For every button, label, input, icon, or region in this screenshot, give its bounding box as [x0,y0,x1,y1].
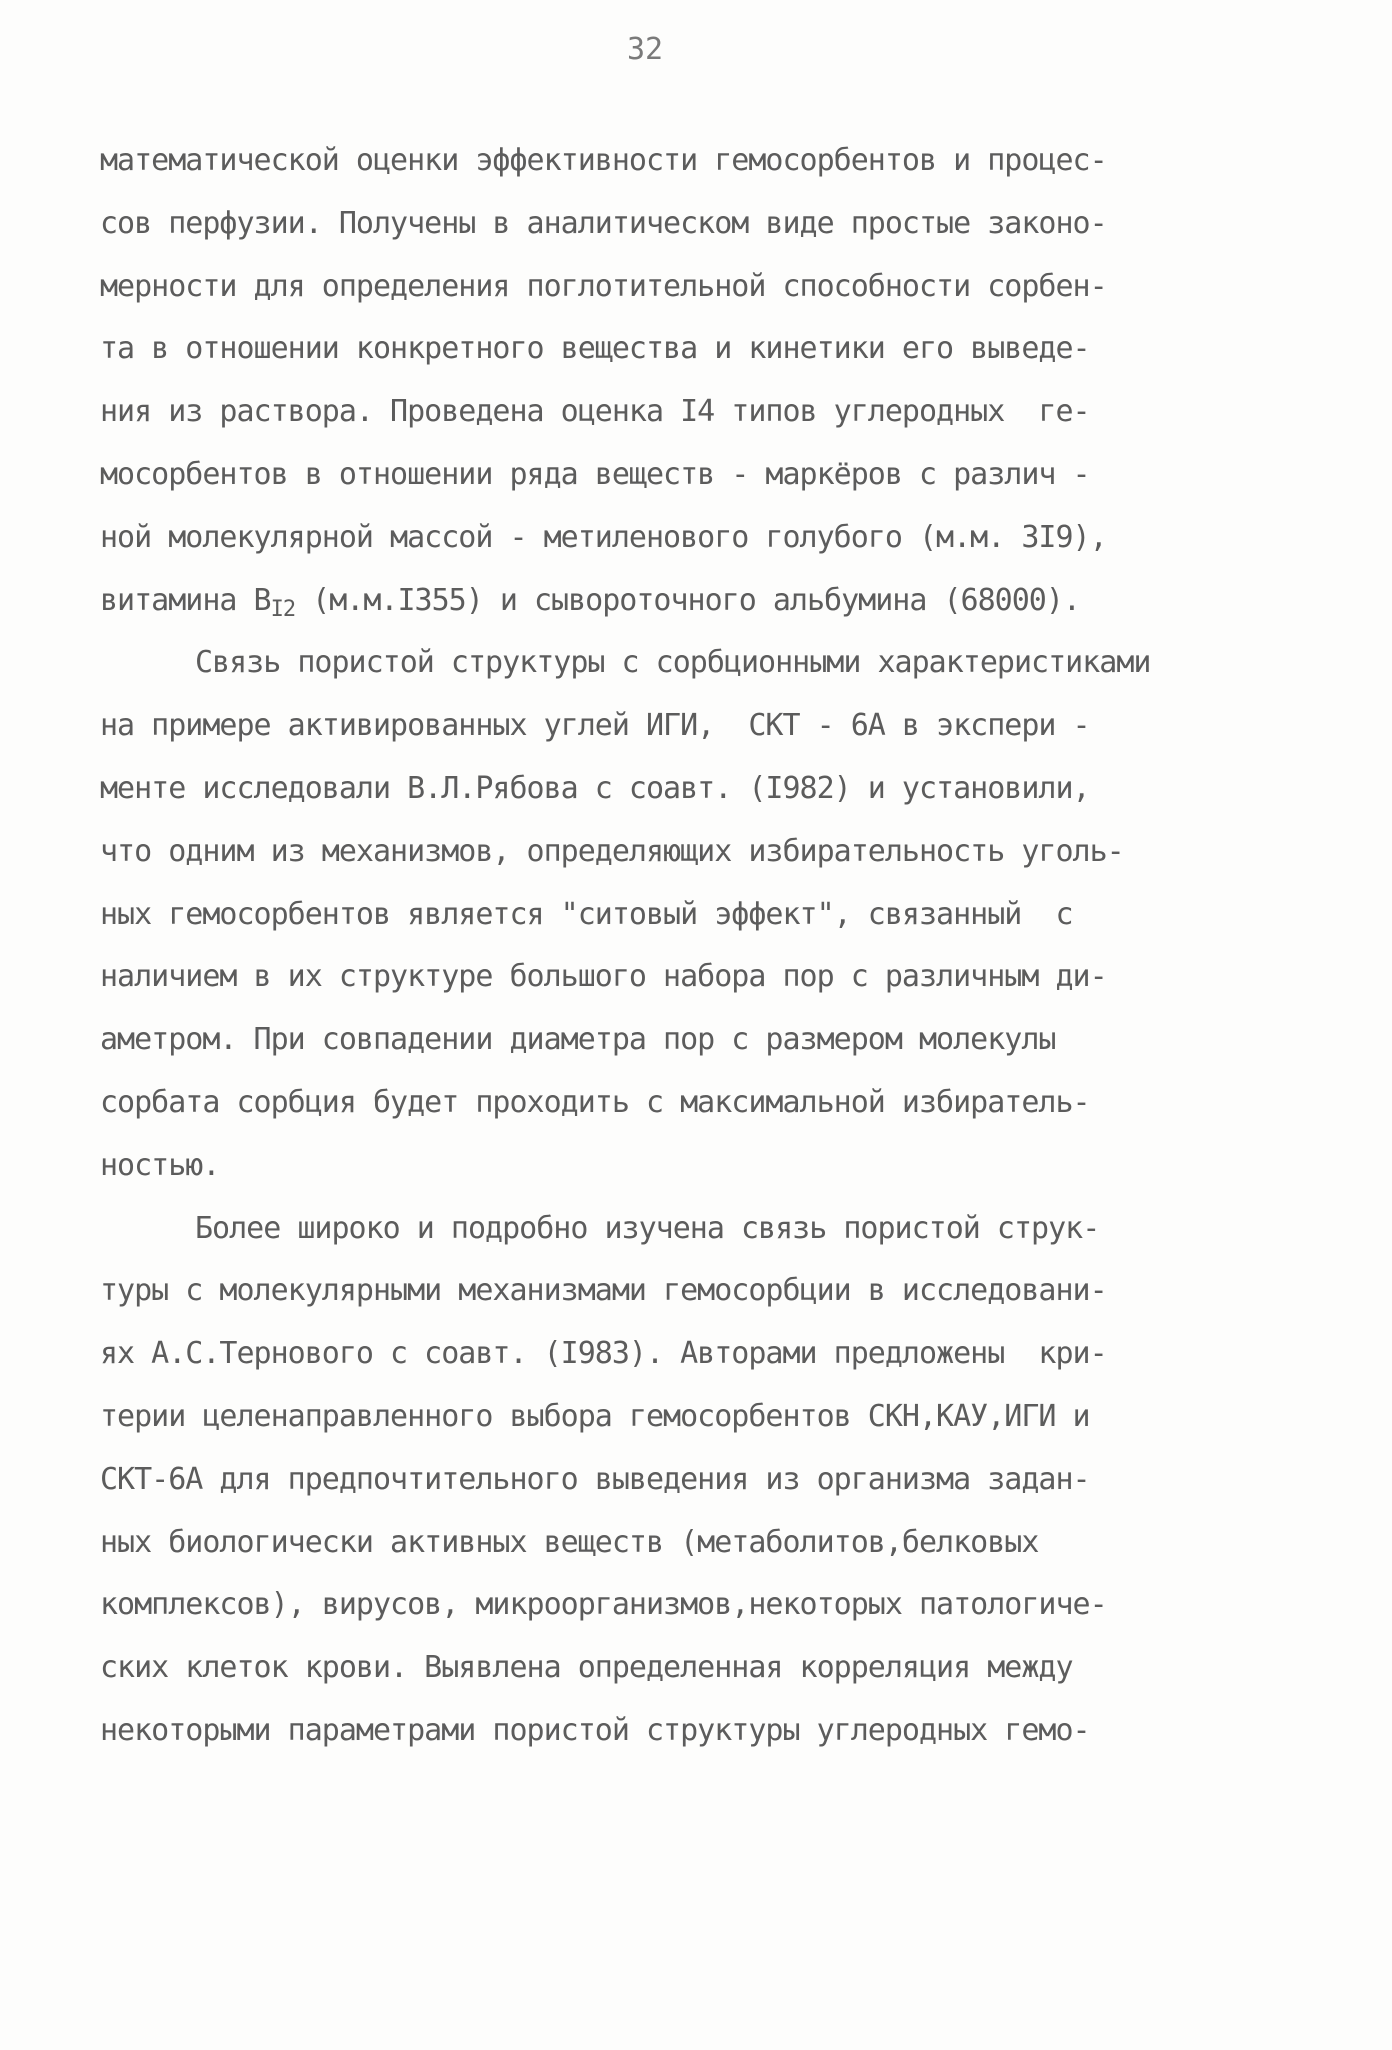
text-line: некоторыми параметрами пористой структуры углеродных гемо- [100,1712,1090,1748]
text-line: мерности для определения поглотительной способности сорбен- [100,268,1107,304]
text-line: наличием в их структуре большого набора пор с различным ди- [100,959,1107,995]
text-line: ной молекулярной массой - метиленового голубого (м.м. 3I9), [100,519,1107,555]
text-line: витамина $B_{I2}$ (м.м.I355) и сывороточного альбумина (68000). [100,582,1080,622]
text-line: ях А.С.Тернового с соавт. (I983). Авторами предложены кри- [100,1336,1107,1372]
text-line: ностью. [100,1147,220,1183]
text-line: менте исследовали В.Л.Рябова с соавт. (I982) и установили, [100,770,1090,806]
text-line: аметром. При совпадении диаметра пор с размером молекулы [100,1022,1056,1058]
text-line: Более широко и подробно изучена связь пористой струк- [195,1210,1100,1246]
text-line: мосорбентов в отношении ряда веществ - маркёров с различ - [100,456,1090,492]
text-line: терии целенаправленного выбора гемосорбентов СКН,КАУ,ИГИ и [100,1398,1090,1434]
text-line: та в отношении конкретного вещества и кинетики его выведе- [100,331,1090,367]
text-line: ных биологически активных веществ (метаболитов,белковых [100,1524,1039,1560]
text-line: ния из раствора. Проведена оценка I4 типов углеродных ге- [100,394,1090,430]
text-line: что одним из механизмов, определяющих избирательность уголь- [100,833,1124,869]
page-number: 32 [626,32,664,67]
subscript: I2 [270,596,296,622]
text-line: сов перфузии. Получены в аналитическом виде простые законо- [100,205,1107,241]
text-line: ских клеток крови. Выявлена определенная корреляция между [100,1650,1073,1686]
text-line: на примере активированных углей ИГИ, СКТ - 6А в экспери - [100,708,1090,744]
text-line: математической оценки эффективности гемосорбентов и процес- [100,143,1107,178]
body-text [100,130,1300,1763]
text-line: СКТ-6А для предпочтительного выведения из организма задан- [100,1461,1090,1497]
text-line: ных гемосорбентов является "ситовый эффект", связанный с [100,896,1073,932]
text-line: комплексов), вирусов, микроорганизмов,некоторых патологиче- [100,1587,1107,1623]
text-line: туры с молекулярными механизмами гемосорбции в исследовани- [100,1273,1107,1309]
text-line: Связь пористой структуры с сорбционными характеристиками [195,645,1151,681]
text-line: сорбата сорбция будет проходить с максимальной избиратель- [100,1084,1090,1120]
